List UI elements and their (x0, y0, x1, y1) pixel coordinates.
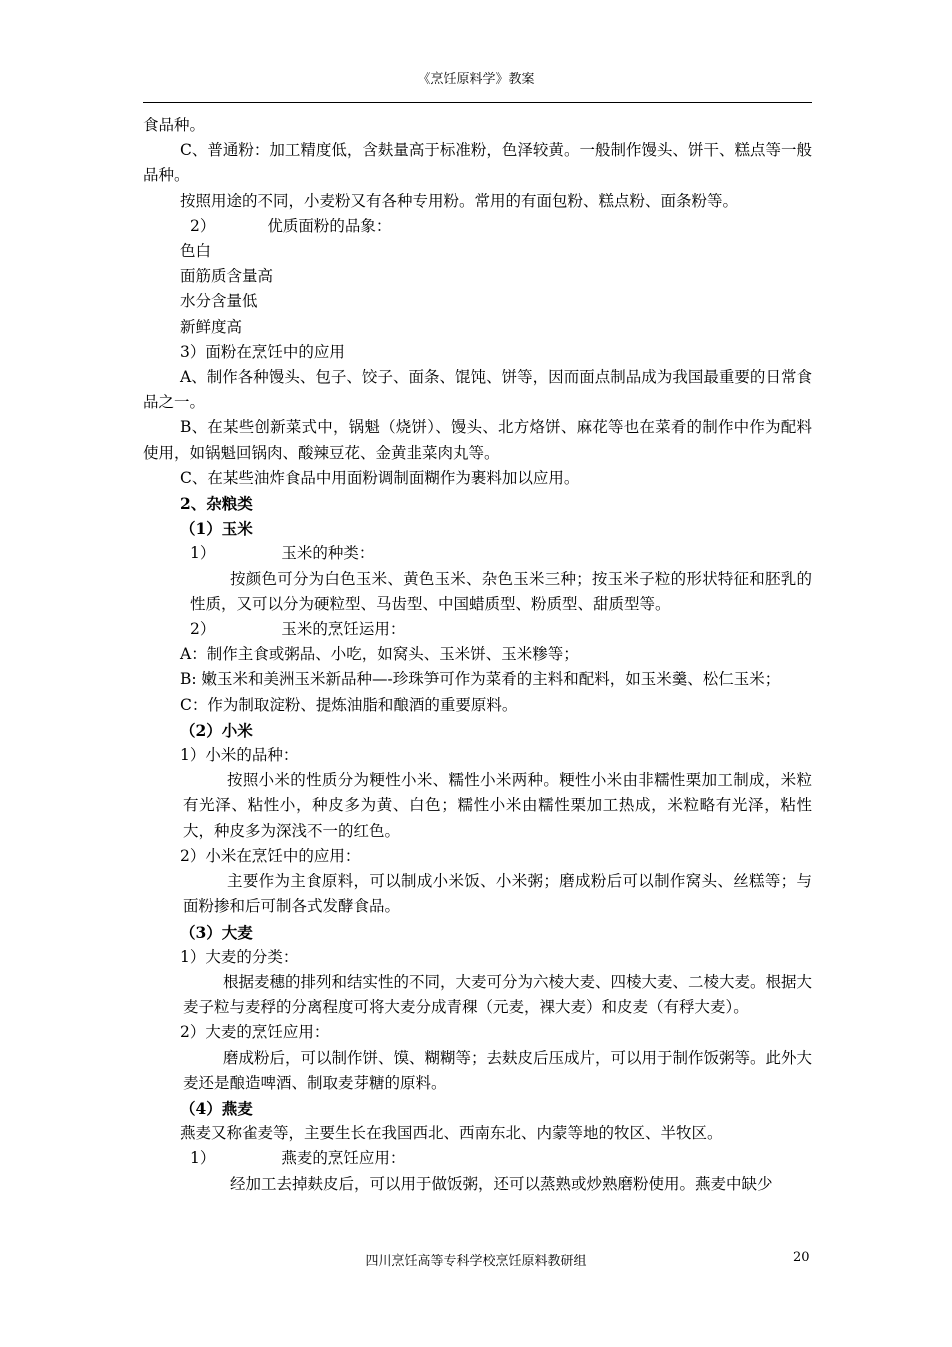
paragraph: 1）小米的品种： (180, 746, 299, 765)
paragraph: 按颜色可分为白色玉米、黄色玉米、杂色玉米三种；按玉米子粒的形状特征和胚乳的性质，又可以分为硬粒型、马齿型、中国蜡质型、粉质型、甜质型等。 (190, 569, 812, 613)
paragraph: A：制作主食或粥品、小吃，如窝头、玉米饼、玉米糁等； (180, 645, 579, 664)
list-number: 1） (190, 544, 216, 563)
paragraph: 面筋质含量高 (180, 267, 274, 286)
paragraph: 燕麦又称雀麦等，主要生长在我国西北、西南东北、内蒙等地的牧区、半牧区。 (180, 1124, 723, 1143)
list-text: 玉米的种类： (281, 544, 375, 563)
document-body (143, 113, 812, 1197)
list-text: 燕麦的烹饪应用： (281, 1149, 406, 1168)
paragraph: 主要作为主食原料，可以制成小米饭、小米粥；磨成粉后可以制作窝头、丝糕等；与面粉掺和后可制各式发酵食品。 (183, 872, 812, 916)
subsection-heading: （1）玉米 (180, 519, 253, 539)
paragraph: 按照小米的性质分为粳性小米、糯性小米两种。粳性小米由非糯性栗加工制成，米粒有光泽、粘性小，种皮多为黄、白色；糯性小米由糯性栗加工热成，米粒略有光泽，粘性大，种皮多为深浅不一的红色。 (183, 771, 812, 840)
paragraph: C、在某些油炸食品中用面粉调制面糊作为裹料加以应用。 (180, 468, 580, 487)
list-text: 优质面粉的品象： (267, 216, 392, 235)
paragraph: 磨成粉后，可以制作饼、馍、糊糊等；去麸皮后压成片，可以用于制作饭粥等。此外大麦还是酿造啤酒、制取麦芽糖的原料。 (183, 1048, 813, 1092)
list-text: 玉米的烹饪运用： (281, 620, 406, 639)
list-item (143, 1146, 812, 1171)
section-heading: 2、杂粮类 (180, 494, 253, 514)
header-rule (143, 102, 812, 103)
paragraph: 新鲜度高 (180, 317, 243, 336)
paragraph: C：作为制取淀粉、提炼油脂和酿酒的重要原料。 (180, 695, 518, 714)
paragraph: 水分含量低 (180, 292, 258, 311)
page-footer: 四川烹饪高等专科学校烹饪原料教研组 (365, 1254, 587, 1269)
paragraph: 2）大麦的烹饪应用： (180, 1023, 330, 1042)
paragraph: 3）面粉在烹饪中的应用 (180, 342, 345, 361)
paragraph: 2）小米在烹饪中的应用： (180, 846, 361, 865)
list-number: 2） (190, 620, 216, 639)
list-item (143, 214, 812, 239)
paragraph: 食品种。 (143, 116, 206, 134)
paragraph: A、制作各种馒头、包子、饺子、面条、馄饨、饼等，因而面点制品成为我国最重要的日常食品之一。 (143, 368, 812, 412)
paragraph: B、在某些创新菜式中，锅魁（烧饼）、馒头、北方烙饼、麻花等也在菜肴的制作中作为配料使用，如锅魁回锅肉、酸辣豆花、金黄韭菜肉丸等。 (143, 418, 812, 462)
page-number: 20 (793, 1250, 810, 1265)
page-header: 《烹饪原料学》教案 (417, 72, 535, 87)
list-number: 2） (190, 216, 216, 235)
list-item (143, 541, 812, 566)
subsection-heading: （2）小米 (180, 720, 253, 740)
paragraph: 色白 (180, 242, 212, 261)
paragraph: 经加工去掉麸皮后，可以用于做饭粥，还可以蒸熟或炒熟磨粉使用。燕麦中缺少 (230, 1174, 773, 1193)
paragraph: 1）大麦的分类： (180, 947, 299, 966)
paragraph: B: 嫩玉米和美洲玉米新品种—-珍珠笋可作为菜肴的主料和配料，如玉米羹、松仁玉米； (180, 670, 781, 689)
list-item (143, 617, 812, 642)
paragraph: C、普通粉：加工精度低，含麸量高于标准粉，色泽较黄。一般制作馒头、饼干、糕点等一般品种。 (143, 141, 812, 185)
paragraph: 根据麦穗的排列和结实性的不同，大麦可分为六棱大麦、四棱大麦、二棱大麦。根据大麦子粒与麦稃的分离程度可将大麦分成青稞（元麦，裸大麦）和皮麦（有稃大麦）。 (183, 972, 813, 1017)
paragraph: 按照用途的不同，小麦粉又有各种专用粉。常用的有面包粉、糕点粉、面条粉等。 (180, 191, 739, 210)
list-number: 1） (190, 1149, 216, 1168)
subsection-heading: （3）大麦 (180, 922, 253, 942)
subsection-heading: （4）燕麦 (180, 1098, 253, 1118)
